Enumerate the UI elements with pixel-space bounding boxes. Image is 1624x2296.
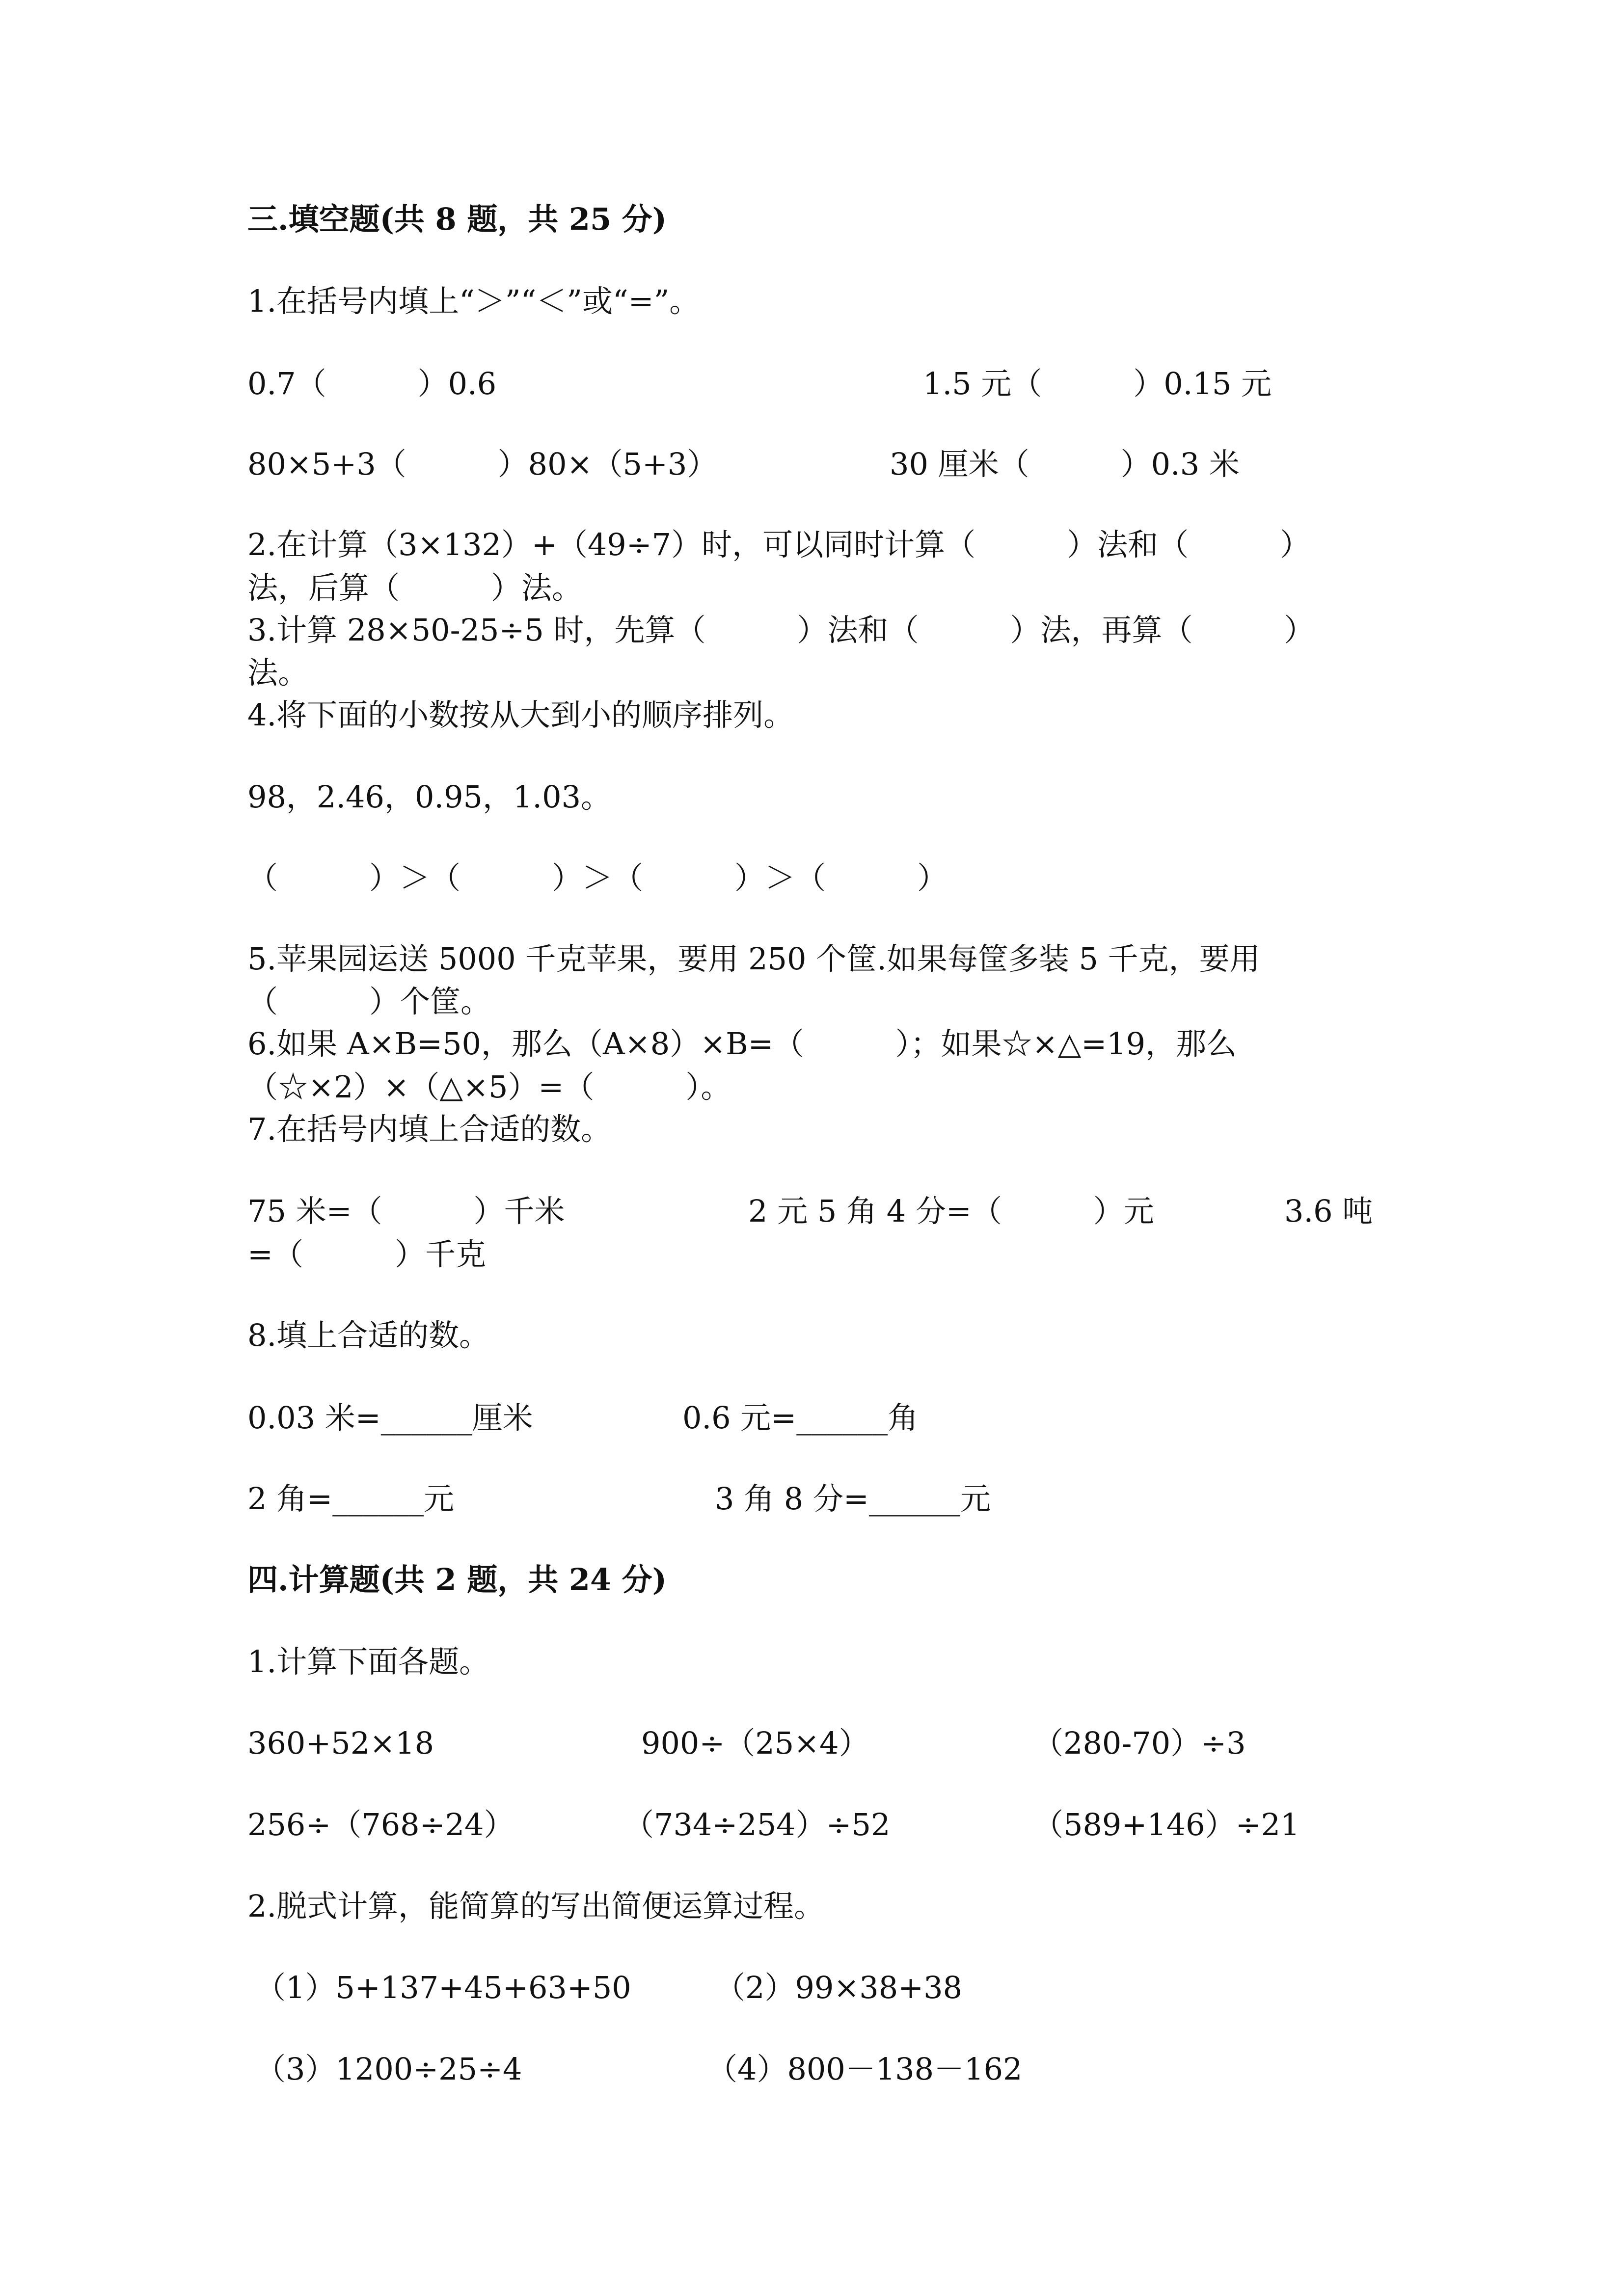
- q1-instruction: 1.在括号内填上“＞”“＜”或“=”。: [247, 283, 700, 319]
- q5-line2: （ ）个筐。: [247, 984, 491, 1019]
- section-4-title: 四.计算题(共 2 题，共 24 分): [247, 1562, 667, 1598]
- calc-q1-instruction: 1.计算下面各题。: [247, 1644, 490, 1680]
- q1-item: 80×5+3（ ）80×（5+3）: [247, 446, 718, 482]
- q7-item: 3.6 吨: [1284, 1193, 1373, 1229]
- calc-item: （4）800－138－162: [707, 2051, 1023, 2087]
- q3-line1: 3.计算 28×50-25÷5 时，先算（ ）法和（ ）法，再算（ ）: [247, 612, 1315, 648]
- q2-line1: 2.在计算（3×132）+（49÷7）时，可以同时计算（ ）法和（ ）: [247, 527, 1311, 562]
- q7-item-continued: =（ ）千克: [247, 1236, 486, 1272]
- calc-item: （280-70）÷3: [1033, 1725, 1246, 1761]
- q8-item: 0.03 米=______厘米: [247, 1400, 533, 1436]
- q1-item: 30 厘米（ ）0.3 米: [890, 446, 1240, 482]
- calc-item: 360+52×18: [247, 1725, 434, 1761]
- q8-instruction: 8.填上合适的数。: [247, 1317, 490, 1353]
- calc-q2-instruction: 2.脱式计算，能简算的写出简便运算过程。: [247, 1888, 825, 1924]
- calc-item: （2）99×38+38: [715, 1970, 963, 2005]
- q3-line2: 法。: [247, 655, 309, 691]
- q4-instruction: 4.将下面的小数按从大到小的顺序排列。: [247, 697, 794, 733]
- q7-item: 2 元 5 角 4 分=（ ）元: [748, 1193, 1154, 1229]
- q7-item: 75 米=（ ）千米: [247, 1193, 565, 1229]
- calc-item: （589+146）÷21: [1033, 1807, 1300, 1842]
- q4-numbers: 98，2.46，0.95，1.03。: [247, 779, 612, 815]
- q7-instruction: 7.在括号内填上合适的数。: [247, 1111, 612, 1147]
- q4-answer-blanks: （ ）＞（ ）＞（ ）＞（ ）: [247, 860, 948, 896]
- q8-item: 3 角 8 分=______元: [715, 1481, 991, 1517]
- calc-item: （1）5+137+45+63+50: [255, 1970, 631, 2005]
- q8-item: 2 角=______元: [247, 1481, 455, 1517]
- q6-line1: 6.如果 A×B=50，那么（A×8）×B=（ ）；如果☆×△=19，那么: [247, 1026, 1237, 1062]
- q1-item: 1.5 元（ ）0.15 元: [923, 366, 1272, 401]
- q2-line2: 法，后算（ ）法。: [247, 570, 583, 606]
- q6-line2: （☆×2）×（△×5）=（ ）。: [247, 1069, 731, 1105]
- q1-item: 0.7（ ）0.6: [247, 366, 497, 401]
- q8-item: 0.6 元=______角: [682, 1400, 919, 1436]
- section-3-title: 三.填空题(共 8 题，共 25 分): [247, 201, 667, 237]
- q5-line1: 5.苹果园运送 5000 千克苹果，要用 250 个筐.如果每筐多装 5 千克，要用: [247, 941, 1260, 977]
- calc-item: 900÷（25×4）: [641, 1725, 869, 1761]
- calc-item: （3）1200÷25÷4: [255, 2051, 522, 2087]
- calc-item: 256÷（768÷24）: [247, 1807, 514, 1842]
- calc-item: （734÷254）÷52: [623, 1807, 891, 1842]
